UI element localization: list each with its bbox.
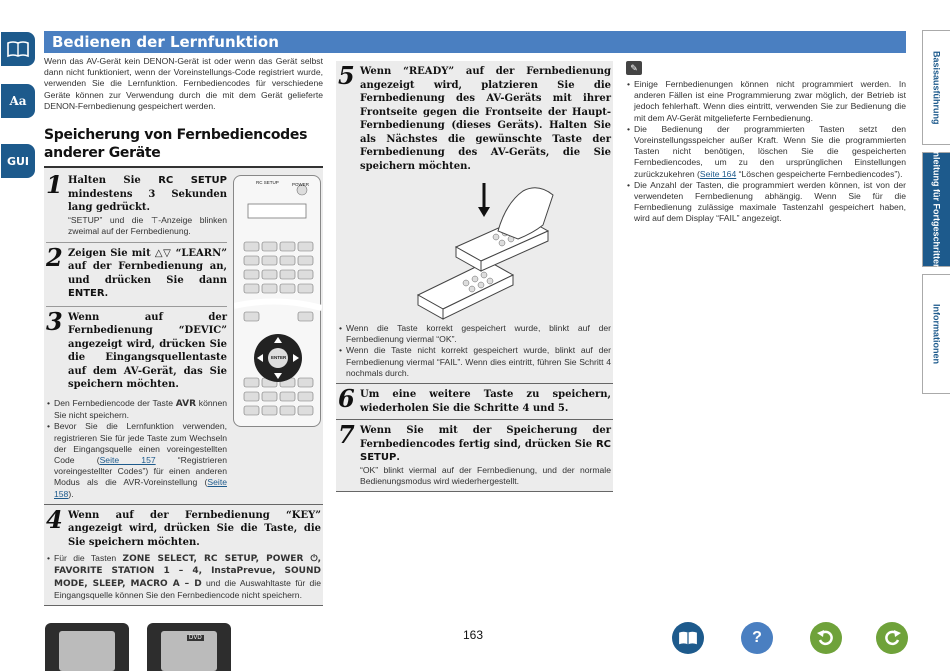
step-number: 2	[46, 242, 63, 272]
column-middle	[336, 61, 613, 492]
step-7-box	[336, 420, 613, 491]
contents-button[interactable]	[672, 622, 704, 654]
contents-book-icon[interactable]	[1, 32, 35, 66]
step-text: Zeigen Sie mit △▽ “LEARN” auf der Fernbedienung an, und drücken Sie dann	[68, 247, 227, 286]
section-heading: Speicherung von Fernbediencodes anderer Geräte	[44, 127, 308, 162]
step-4-box	[44, 505, 323, 605]
bullet	[46, 553, 321, 601]
step-5	[338, 61, 611, 173]
divider	[46, 306, 227, 307]
bullet-text: Den Fernbediencode der Taste	[54, 397, 176, 408]
index-aa-label: Aa	[9, 94, 27, 108]
remote-power-label: POWER	[292, 182, 310, 187]
tab-label: Anleitung für Fortgeschrittene	[931, 144, 942, 275]
back-arrow-icon	[816, 628, 836, 648]
bullet	[46, 421, 227, 499]
step-number: 4	[46, 504, 63, 534]
remote-enter-label: ENTER	[271, 355, 287, 360]
notes-list	[626, 79, 906, 225]
help-button[interactable]	[741, 622, 773, 654]
key-label: RC SETUP	[158, 175, 228, 187]
key-label: ZONE SELECT, RC SETUP, POWER ⏻, FAVORITE STATION 1 – 4, InstaPrevue, SOUND MODE, SLEEP, MACRO A – D	[54, 554, 321, 589]
page-title: Bedienen der Lernfunktion	[44, 31, 906, 53]
step-text: Halten Sie	[68, 175, 159, 187]
tab-label: Informationen	[931, 304, 942, 364]
page-link[interactable]: Seite 157	[99, 454, 156, 465]
step-6	[338, 384, 611, 415]
forward-button[interactable]	[876, 622, 908, 654]
key-label: RC SETUP	[360, 438, 611, 464]
step-4	[46, 504, 321, 550]
page-link[interactable]: Seite 164	[699, 168, 737, 179]
tab-informationen[interactable]	[922, 274, 950, 394]
step-title	[66, 247, 227, 301]
page-number: 163	[463, 628, 484, 642]
step-note: “SETUP” und die ⊤-Anzeige blinken zweimal auf der Fernbedienung.	[68, 214, 227, 236]
step-2	[46, 242, 227, 301]
step-7	[338, 420, 611, 487]
divider	[336, 491, 613, 492]
step-number: 7	[338, 420, 355, 450]
bullet-text: Für die Tasten	[54, 553, 123, 564]
bullet-text: Die Bedienung der programmierten Tasten setzt den Voreinstellungsspeicher außer Kraft. Wenn Sie die programmierten Tasten nicht benötigen, löschen Sie die gespeicherten Fernbediencodes, um zu den ursprünglichen Einstellungen zurückzukehren (	[634, 123, 906, 179]
intro-text: Wenn das AV-Gerät kein DENON-Gerät ist oder wenn das Gerät selbst dann nicht funktioniert, wenn der Voreinstellungs-Code registriert wurde, verwenden Sie die Lernfunktion. Fernbediencodes für verschiedene Geräte können zur Verwendung durch die mit dem Gerät gelieferte DENON-Fernbedienung gespeichert werden.	[44, 56, 323, 111]
question-icon: ?	[752, 629, 762, 646]
step-title: Wenn auf der Fernbedienung “DEVIC” angezeigt wird, drücken Sie die Eingangsquellentaste auf dem AV-Gerät, das Sie speichern möchten.	[68, 311, 227, 391]
remote-control-illustration	[233, 175, 321, 427]
tab-label: Basisausführung	[931, 50, 942, 125]
divider	[44, 605, 323, 606]
back-button[interactable]	[810, 622, 842, 654]
index-aa-icon[interactable]	[1, 84, 35, 118]
page-link[interactable]: Seite 158	[54, 477, 227, 499]
note-bullet: • Einige Fernbedienungen können nicht programmiert werden. In anderen Fällen ist eine Programmierung zwar möglich, der Betrieb ist jedoch fehlerhaft. Wenn dies eintritt, verwenden Sie zur Bedienung die mit dem AV-Gerät mitgelieferte Fernbedienung.	[626, 79, 906, 124]
forward-arrow-icon	[882, 628, 902, 648]
bullet-text: “Registrieren voreingestellter Codes”) für einen anderen Modus als die AVR-Voreinstellung (	[54, 454, 227, 488]
gui-label: GUI	[6, 154, 30, 168]
step-text: mindestens 3 Sekunden lang gedrückt.	[68, 188, 227, 214]
bullet: • Wenn die Taste korrekt gespeichert wurde, blinkt auf der Fernbedienung viermal “OK”.	[338, 323, 611, 345]
thumb-label: DVD	[189, 635, 202, 641]
bullet-text: Bevor Sie die Lernfunktion verwenden, registrieren Sie für jede Taste zum Wechseln der Eingangsquelle einen voreingestellten Code (	[54, 421, 227, 465]
tab-fortgeschrittene[interactable]	[922, 144, 950, 275]
tab-basisausfuehrung[interactable]	[922, 30, 950, 145]
step-title: Wenn auf der Fernbedienung “KEY” angezeigt wird, drücken Sie die Taste, die Sie speichern möchten.	[68, 509, 321, 548]
bullet	[46, 398, 227, 421]
step-text: .	[104, 288, 109, 300]
device-thumbnail-2[interactable]	[147, 623, 231, 671]
key-label: ENTER	[68, 288, 105, 300]
bullet-text: ).	[68, 488, 74, 499]
device-image	[59, 631, 115, 671]
bullet-text: und die Auswahltaste für die Eingangsquelle können Sie den Fernbediencode nicht speichern.	[54, 577, 321, 600]
note-bullet	[626, 124, 906, 180]
step-text: .	[396, 452, 400, 464]
remote-rc-setup-label: RC SETUP	[256, 180, 279, 185]
step-3	[46, 306, 227, 392]
learning-illustration	[338, 173, 611, 323]
remote-learning-drawing	[338, 173, 608, 323]
remote-drawing	[234, 176, 322, 428]
gui-icon[interactable]	[1, 144, 35, 178]
note-bullet: • Die Anzahl der Tasten, die programmiert werden können, ist von der verwendeten Fernbedienung abhängig. Wenn Sie für die Fernbedienung zulässige maximale Tastenzahl gespeichert haben, wird auf dem Display “FAIL” angezeigt.	[626, 180, 906, 225]
divider	[46, 242, 227, 243]
step-title: Um eine weitere Taste zu speichern, wiederholen Sie die Schritte 4 und 5.	[360, 389, 611, 414]
step-1	[46, 170, 228, 237]
step-title	[66, 174, 227, 215]
step-3-bullets	[46, 398, 227, 500]
book-icon	[678, 630, 698, 646]
step-note: “OK” blinkt viermal auf der Fernbedienung, und der normale Bedienungsmodus wird wiederhergestellt.	[360, 464, 611, 486]
bullet-text: “Löschen gespeicherte Fernbediencodes”).	[736, 168, 903, 179]
key-label: AVR	[175, 398, 197, 409]
bullet-text: können Sie nicht speichern.	[54, 397, 227, 421]
step-title: Wenn “READY” auf der Fernbedienung angezeigt wird, platzieren Sie die Fernbedienung des AV-Geräts mit ihrer Frontseite gegen die Frontseite der Haupt-Fernbedienung (dieses Geräts). Halten Sie als Nächstes die gewünschte Taste der Fernbedienung des AV-Geräts, die Sie speichern möchten.	[360, 66, 611, 172]
device-thumbnail-1[interactable]	[45, 623, 129, 671]
step-number: 3	[46, 306, 63, 336]
bullet: • Wenn die Taste nicht korrekt gespeichert wurde, blinkt auf der Fernbedienung viermal “FAIL”. Wenn dies eintritt, führen Sie Schritt 4 nochmals durch.	[338, 345, 611, 379]
step-6-box	[336, 384, 613, 419]
step-text: Wenn Sie mit der Speicherung der Fernbediencodes fertig sind, drücken Sie	[360, 425, 611, 450]
column-right	[626, 61, 906, 225]
step-number: 6	[338, 384, 355, 414]
step-title	[358, 424, 611, 465]
step-number: 5	[338, 61, 355, 90]
note-pencil-icon: ✎	[626, 61, 642, 75]
step-5-box	[336, 61, 613, 383]
step-number: 1	[46, 170, 63, 200]
